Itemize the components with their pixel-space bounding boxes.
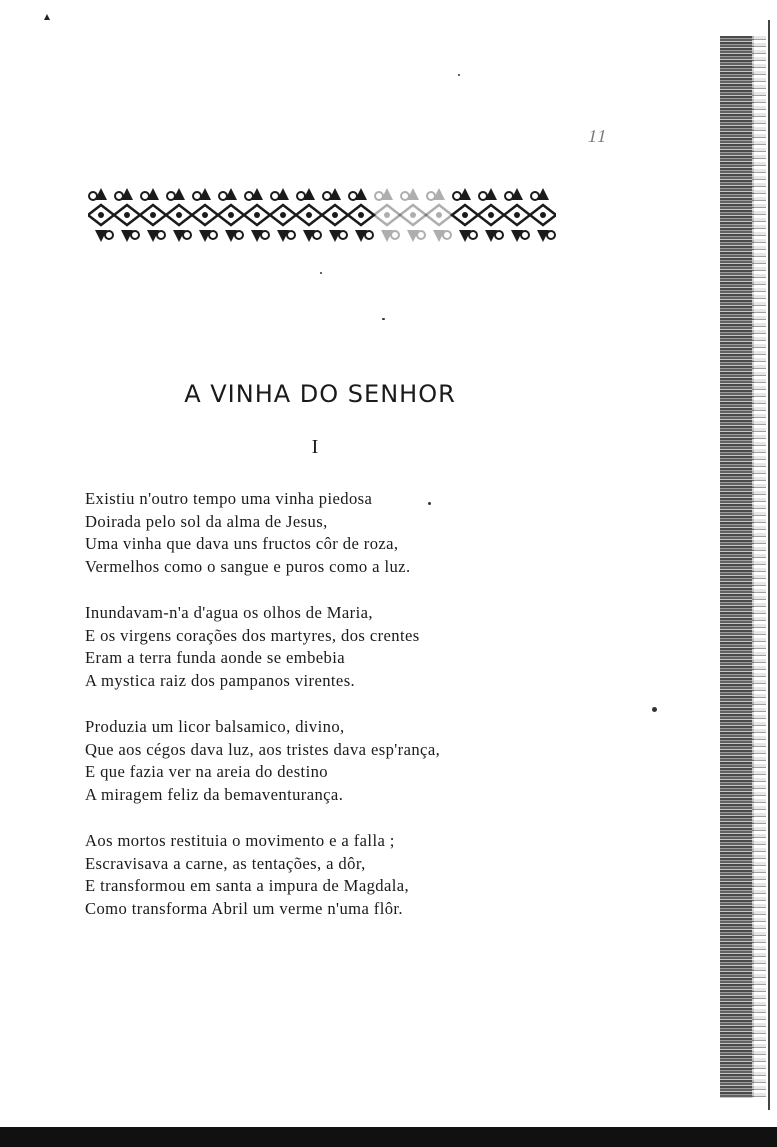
ink-speck — [382, 318, 385, 320]
page-number: 11 — [585, 126, 610, 146]
stanza — [85, 716, 545, 806]
poem-line: Aos mortos restituia o movimento e a falla ; — [85, 831, 395, 850]
ornamental-header-band — [88, 186, 556, 244]
scan-bottom-border — [0, 1127, 777, 1147]
poem-body — [85, 488, 545, 944]
ink-speck — [652, 707, 657, 712]
ink-speck — [458, 74, 460, 76]
poem-line: Existiu n'outro tempo uma vinha piedosa — [85, 489, 373, 508]
scan-edge-line — [768, 20, 770, 1110]
stanza — [85, 830, 545, 920]
poem-line: E que fazia ver na areia do destino — [85, 762, 328, 781]
poem-line: Como transforma Abril um verme n'uma flôr. — [85, 898, 403, 918]
corner-triangle-icon — [44, 14, 50, 20]
poem-line: Escravisava a carne, as tentações, a dôr, — [85, 853, 366, 873]
scanned-page-edge — [752, 36, 766, 1098]
poem-line: Que aos cégos dava luz, aos tristes dava esp'rança, — [85, 739, 441, 759]
poem-line: Doirada pelo sol da alma de Jesus, — [85, 511, 328, 531]
scanned-spine-shadow — [720, 36, 754, 1098]
ink-speck — [320, 272, 322, 274]
poem-line: E transformou em santa a impura de Magdala, — [85, 876, 410, 895]
poem-line: Produzia um licor balsamico, divino, — [85, 717, 345, 736]
poem-line: Eram a terra funda aonde se embebia — [85, 648, 346, 667]
poem-line: E os virgens corações dos martyres, dos crentes — [85, 625, 420, 645]
poem-line: Uma vinha que dava uns fructos côr de roza, — [85, 534, 399, 553]
poem-line: Inundavam-n'a d'agua os olhos de Maria, — [85, 603, 373, 622]
poem-line: Vermelhos como o sangue e puros como a luz. — [85, 556, 411, 576]
poem-line: A mystica raiz dos pampanos virentes. — [85, 670, 356, 690]
section-number: I — [311, 436, 319, 458]
stanza — [85, 488, 545, 578]
poem-line: A miragem feliz da bemaventurança. — [85, 784, 344, 804]
poem-title: A VINHA DO SENHOR — [184, 380, 456, 408]
stanza — [85, 602, 545, 692]
ink-speck — [428, 502, 431, 505]
